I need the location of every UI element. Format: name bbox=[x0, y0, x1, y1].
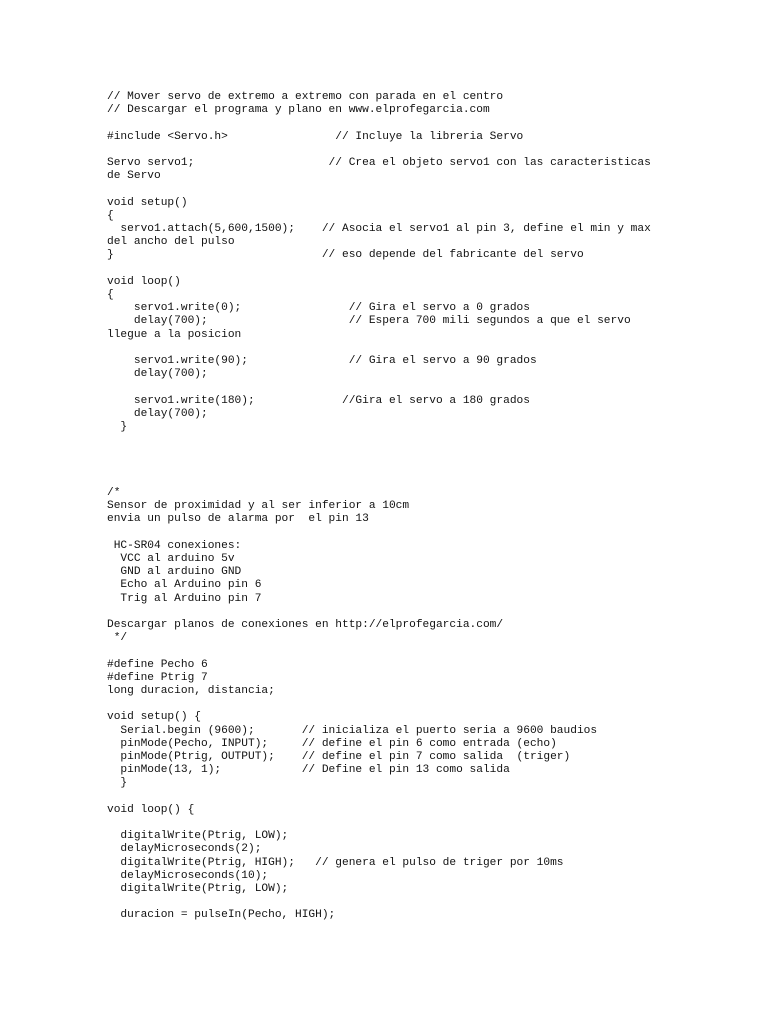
code-line: delayMicroseconds(2); bbox=[107, 843, 262, 856]
code-line: } // eso depende del fabricante del servo bbox=[107, 249, 584, 262]
code-line: duracion = pulseIn(Pecho, HIGH); bbox=[107, 909, 336, 922]
code-line: #include <Servo.h> // Incluye la libreria Servo bbox=[107, 130, 524, 143]
code-line: void setup() { bbox=[107, 711, 201, 724]
code-line: // Mover servo de extremo a extremo con parada en el centro bbox=[107, 91, 504, 103]
code-line: envia un pulso de alarma por el pin 13 bbox=[107, 513, 369, 526]
code-line: /* bbox=[107, 487, 121, 499]
code-line: Echo al Arduino pin 6 bbox=[107, 579, 262, 592]
code-line: digitalWrite(Ptrig, LOW); bbox=[107, 830, 289, 843]
code-line: del ancho del pulso bbox=[107, 236, 235, 249]
code-line: Serial.begin (9600); // inicializa el puerto seria a 9600 baudios bbox=[107, 724, 598, 737]
code-line: servo1.attach(5,600,1500); // Asocia el servo1 al pin 3, define el min y max bbox=[107, 223, 651, 235]
code-line: pinMode(Ptrig, OUTPUT); // define el pin 7 como salida (triger) bbox=[107, 751, 571, 763]
code-line: digitalWrite(Ptrig, LOW); bbox=[107, 883, 289, 895]
code-line: Servo servo1; // Crea el objeto servo1 con las caracteristicas bbox=[107, 157, 651, 169]
code-line: digitalWrite(Ptrig, HIGH); // genera el pulso de triger por 10ms bbox=[107, 856, 564, 869]
code-line: { bbox=[107, 209, 114, 222]
code-line: Sensor de proximidad y al ser inferior a 10cm bbox=[107, 500, 410, 513]
code-line: delay(700); bbox=[107, 368, 208, 381]
code-line: servo1.write(0); // Gira el servo a 0 grados bbox=[107, 302, 530, 315]
code-line: servo1.write(180); //Gira el servo a 180 grados bbox=[107, 394, 530, 407]
code-line: HC-SR04 conexiones: bbox=[107, 539, 242, 552]
code-line: llegue a la posicion bbox=[107, 328, 242, 341]
code-line: */ bbox=[107, 632, 128, 645]
code-line: pinMode(Pecho, INPUT); // define el pin 6 como entrada (echo) bbox=[107, 737, 557, 750]
code-line: delayMicroseconds(10); bbox=[107, 869, 269, 882]
code-line: VCC al arduino 5v bbox=[107, 553, 235, 565]
code-line: GND al arduino GND bbox=[107, 566, 242, 579]
code-line: } bbox=[107, 777, 128, 790]
code-line: delay(700); // Espera 700 mili segundos a que el servo bbox=[107, 315, 631, 328]
code-line: long duracion, distancia; bbox=[107, 685, 275, 697]
code-line: #define Ptrig 7 bbox=[107, 671, 208, 684]
code-line: pinMode(13, 1); // Define el pin 13 como salida bbox=[107, 764, 510, 777]
code-line: Trig al Arduino pin 7 bbox=[107, 592, 262, 605]
code-line: servo1.write(90); // Gira el servo a 90 grados bbox=[107, 355, 537, 367]
code-line: de Servo bbox=[107, 170, 161, 183]
code-line: { bbox=[107, 289, 114, 301]
code-line: void loop() { bbox=[107, 803, 195, 816]
code-line: #define Pecho 6 bbox=[107, 658, 208, 671]
code-line: delay(700); bbox=[107, 407, 208, 420]
code-line: void setup() bbox=[107, 196, 188, 209]
code-line: Descargar planos de conexiones en http://elprofegarcia.com/ bbox=[107, 619, 504, 631]
code-line: void loop() bbox=[107, 275, 181, 288]
code-line: } bbox=[107, 421, 128, 433]
code-line: // Descargar el programa y plano en www.elprofegarcia.com bbox=[107, 104, 490, 117]
